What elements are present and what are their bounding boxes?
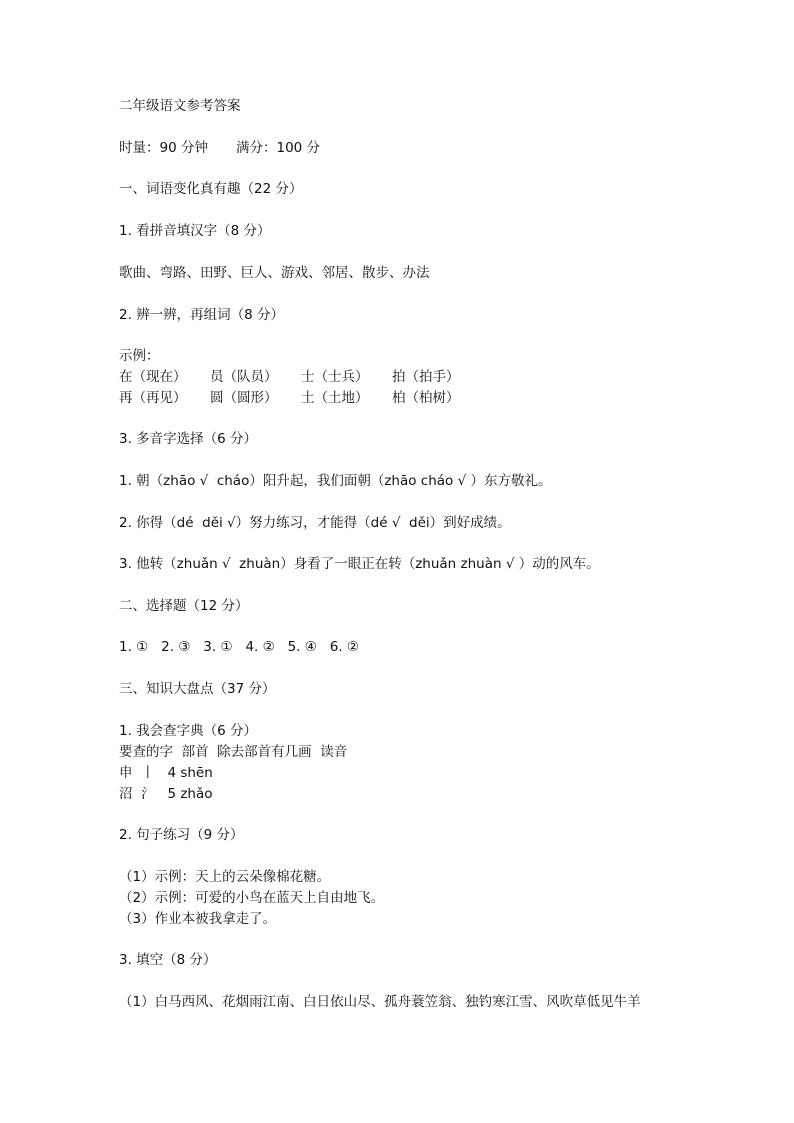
s3-q1-row: 沼 氵 5 zhǎo — [119, 786, 213, 802]
section-2-heading: 二、选择题（12 分） — [119, 598, 249, 614]
s3-q1-table-header: 要查的字 部首 除去部首有几画 读音 — [119, 744, 348, 760]
s3-q2-item: （3）作业本被我拿走了。 — [119, 911, 277, 927]
s1-q3-item: 2. 你得（dé děi √）努力练习，才能得（dé √ děi）到好成绩。 — [119, 515, 511, 531]
s1-q2-word: 员（队员） — [210, 369, 278, 385]
s1-q2-word: 圆（圆形） — [210, 390, 278, 406]
s1-q2-word: 士（士兵） — [301, 369, 369, 385]
s1-q1-heading: 1. 看拼音填汉字（8 分） — [119, 223, 271, 239]
s1-q2-example-label: 示例： — [119, 348, 160, 364]
s1-q2-heading: 2. 辨一辨，再组词（8 分） — [119, 307, 285, 323]
page-title: 二年级语文参考答案 — [119, 98, 241, 114]
s3-q1-row: 申 丨 4 shēn — [119, 765, 213, 781]
s3-q1-heading: 1. 我会查字典（6 分） — [119, 723, 258, 739]
s1-q2-word: 再（再见） — [119, 390, 187, 406]
s3-q3-item: （1）白马西风、花烟雨江南、白日依山尽、孤舟蓑笠翁、独钓寒江雪、风吹草低见牛羊 — [119, 994, 641, 1010]
section-1-heading: 一、词语变化真有趣（22 分） — [119, 181, 303, 197]
s1-q2-word: 柏（柏树） — [392, 390, 460, 406]
s3-q2-item: （1）示例：天上的云朵像棉花糖。 — [119, 869, 331, 885]
exam-time: 时量：90 分钟 — [119, 140, 208, 156]
s2-answers: 1. ① 2. ③ 3. ① 4. ② 5. ④ 6. ② — [119, 639, 360, 655]
s3-q2-heading: 2. 句子练习（9 分） — [119, 827, 244, 843]
exam-info — [119, 139, 320, 157]
s1-q3-item: 1. 朝（zhāo √ cháo）阳升起，我们面朝（zhāo cháo √ ）东方敬礼。 — [119, 473, 552, 489]
s3-q2-item: （2）示例：可爱的小鸟在蓝天上自由地飞。 — [119, 890, 385, 906]
section-3-heading: 三、知识大盘点（37 分） — [119, 681, 276, 697]
s1-q3-heading: 3. 多音字选择（6 分） — [119, 431, 258, 447]
s1-q2-word: 拍（拍手） — [392, 369, 460, 385]
s1-q2-word: 土（土地） — [301, 390, 369, 406]
s1-q2-word: 在（现在） — [119, 369, 187, 385]
s1-q1-answer: 歌曲、弯路、田野、巨人、游戏、邻居、散步、办法 — [119, 265, 430, 281]
exam-score: 满分：100 分 — [235, 140, 321, 156]
s1-q3-item: 3. 他转（zhuǎn √ zhuàn）身看了一眼正在转（zhuǎn zhuàn √ ）动的风车。 — [119, 556, 600, 572]
s3-q3-heading: 3. 填空（8 分） — [119, 952, 217, 968]
